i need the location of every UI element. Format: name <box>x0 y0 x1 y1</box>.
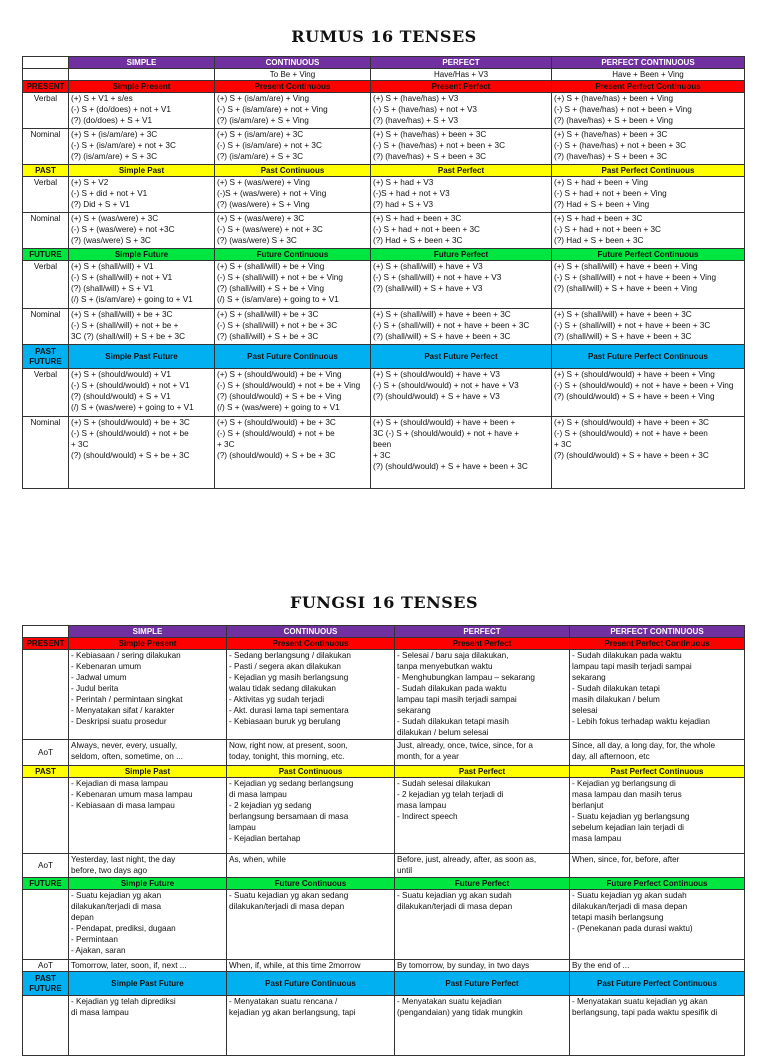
tense-name: Past Future Continuous <box>215 345 371 369</box>
tense-name: Simple Future <box>69 249 215 261</box>
function-cell: - Kejadian yg berlangsung di masa lampau dan masih terus berlanjut - Suatu kejadian yg berlangsung sebelum kejadian lain terjadi di masa lampau <box>570 778 745 854</box>
tense-name: Past Perfect Continuous <box>570 766 745 778</box>
tense-name: Present Continuous <box>215 81 371 93</box>
formula-cell: (+) S + had + been + 3C (-) S + had + not + been + 3C (?) Had + S + been + 3C <box>552 213 745 249</box>
adverb-of-time-cell: Just, already, once, twice, since, for a month, for a year <box>395 740 570 766</box>
tense-name: Past Future Perfect Continuous <box>570 972 745 996</box>
formula-cell: (+) S + (shall/will) + be + Ving (-) S + (shall/will) + not + be + Ving (?) (shall/will) + S + be + Ving (/) S + (is/am/are) + going to + V1 <box>215 261 371 309</box>
tense-name: Simple Past <box>69 766 227 778</box>
function-cell: - Kejadian yg sedang berlangsung di masa lampau - 2 kejadian yg sedang berlangsung bersamaan di masa lampau - Kejadian bertahap <box>227 778 395 854</box>
row-type-label: Verbal <box>23 261 69 309</box>
row-type-label: Nominal <box>23 309 69 345</box>
tense-name: Past Perfect Continuous <box>552 165 745 177</box>
adverb-of-time-cell: Before, just, already, after, as soon as, until <box>395 854 570 878</box>
rumus-title: RUMUS 16 TENSES <box>291 27 477 46</box>
formula-cell: (+) S + V2 (-) S + did + not + V1 (?) Did + S + V1 <box>69 177 215 213</box>
formula-cell: (+) S + (should/would) + V1 (-) S + (should/would) + not + V1 (?) (should/would) + S + V1 (/) S + (was/were) + going to + V1 <box>69 369 215 417</box>
column-header: PERFECT <box>395 626 570 638</box>
function-cell: - Menyatakan suatu rencana / kejadian yg akan berlangsung, tapi <box>227 996 395 1056</box>
formula-cell: (+) S + had + been + 3C (-) S + had + not + been + 3C (?) Had + S + been + 3C <box>371 213 552 249</box>
adverb-of-time-cell: Yesterday, last night, the day before, two days ago <box>69 854 227 878</box>
row-type-label: Verbal <box>23 93 69 129</box>
function-cell: - Menyatakan suatu kejadian yg akan berlangsung, tapi pada waktu spesifik di <box>570 996 745 1056</box>
adverb-of-time-cell: By the end of ... <box>570 960 745 972</box>
formula-subheader: Have/Has + V3 <box>371 69 552 81</box>
tense-group-label: FUTURE <box>23 249 69 261</box>
function-cell: - Suatu kejadian yg akan sudah dilakukan/terjadi di masa depan <box>395 890 570 960</box>
row-type-label: Nominal <box>23 213 69 249</box>
tense-group-label: PAST FUTURE <box>23 345 69 369</box>
formula-subheader: To Be + Ving <box>215 69 371 81</box>
formula-cell: (+) S + (should/would) + be + 3C (-) S + (should/would) + not + be + 3C (?) (should/would) + S + be + 3C <box>69 417 215 489</box>
aot-label: AoT <box>23 740 69 766</box>
adverb-of-time-cell: Since, all day, a long day, for, the whole day, all afternoon, etc <box>570 740 745 766</box>
function-cell: - Suatu kejadian yg akan dilakukan/terjadi di masa depan - Pendapat, prediksi, dugaan - Permintaan - Ajakan, saran <box>69 890 227 960</box>
tense-group-label: PRESENT <box>23 638 69 650</box>
tense-group-label: PAST FUTURE <box>23 972 69 996</box>
adverb-of-time-cell: When, since, for, before, after <box>570 854 745 878</box>
row-type-label: Verbal <box>23 369 69 417</box>
adverb-of-time-cell: Always, never, every, usually, seldom, often, sometime, on ... <box>69 740 227 766</box>
formula-cell: (+) S + (have/has) + been + 3C (-) S + (have/has) + not + been + 3C (?) (have/has) + S + been + 3C <box>552 129 745 165</box>
function-cell: - Sudah selesai dilakukan - 2 kejadian yg telah terjadi di masa lampau - Indirect speech <box>395 778 570 854</box>
tense-name: Future Perfect <box>395 878 570 890</box>
adverb-of-time-cell: When, if, while, at this time 2morrow <box>227 960 395 972</box>
tense-name: Present Perfect <box>371 81 552 93</box>
function-cell: - Suatu kejadian yg akan sedang dilakukan/terjadi di masa depan <box>227 890 395 960</box>
tense-name: Present Perfect Continuous <box>552 81 745 93</box>
formula-cell: (+) S + (should/would) + be + 3C (-) S + (should/would) + not + be + 3C (?) (should/would) + S + be + 3C <box>215 417 371 489</box>
row-label-empty <box>23 996 69 1056</box>
row-label-empty <box>23 778 69 854</box>
formula-cell: (+) S + had + V3 (-)S + had + not + V3 (?) had + S + V3 <box>371 177 552 213</box>
function-cell: - Suatu kejadian yg akan sudah dilakukan/terjadi di masa depan tetapi masih berlangsung - (Penekanan pada durasi waktu) <box>570 890 745 960</box>
formula-cell: (+) S + (have/has) + been + Ving (-) S + (have/has) + not + been + Ving (?) (have/has) + S + been + Ving <box>552 93 745 129</box>
formula-cell: (+) S + V1 + s/es (-) S + (do/does) + not + V1 (?) (do/does) + S + V1 <box>69 93 215 129</box>
formula-cell: (+) S + (have/has) + been + 3C (-) S + (have/has) + not + been + 3C (?) (have/has) + S + been + 3C <box>371 129 552 165</box>
tense-name: Simple Past <box>69 165 215 177</box>
formula-cell: (+) S + (should/would) + have + V3 (-) S + (should/would) + not + have + V3 (?) (should/would) + S + have + V3 <box>371 369 552 417</box>
rumus-table <box>22 56 745 489</box>
header-corner <box>23 626 69 638</box>
function-cell: - Kejadian yg telah diprediksi di masa lampau <box>69 996 227 1056</box>
function-cell: - Kejadian di masa lampau - Kebenaran umum masa lampau - Kebiasaan di masa lampau <box>69 778 227 854</box>
function-cell: - Selesai / baru saja dilakukan, tanpa menyebutkan waktu - Menghubungkan lampau – sekarang - Sudah dilakukan pada waktu lampau tapi masih terjadi sampai sekarang - Sudah dilakukan tetapi masih dilakukan / belum selesai <box>395 650 570 740</box>
formula-cell: (+) S + (shall/will) + have + V3 (-) S + (shall/will) + not + have + V3 (?) (shall/will) + S + have + V3 <box>371 261 552 309</box>
tense-name: Simple Past Future <box>69 345 215 369</box>
tense-name: Future Perfect Continuous <box>552 249 745 261</box>
formula-cell: (+) S + (have/has) + V3 (-) S + (have/has) + not + V3 (?) (have/has) + S + V3 <box>371 93 552 129</box>
formula-cell: (+) S + (shall/will) + have + been + 3C (-) S + (shall/will) + not + have + been + 3C (?) (shall/will) + S + have + been + 3C <box>552 309 745 345</box>
function-cell: - Kebiasaan / sering dilakukan - Kebenaran umum - Jadwal umum - Judul berita - Perintah / permintaan singkat - Menyatakan sifat / karakter - Deskripsi suatu prosedur <box>69 650 227 740</box>
formula-cell: (+) S + had + been + Ving (-) S + had + not + been + Ving (?) Had + S + been + Ving <box>552 177 745 213</box>
formula-cell: (+) S + (shall/will) + be + 3C (-) S + (shall/will) + not + be + 3C (?) (shall/will) + S + be + 3C <box>69 309 215 345</box>
function-cell: - Sudah dilakukan pada waktu lampau tapi masih terjadi sampai sekarang - Sudah dilakukan tetapi masih dilakukan / belum selesai - Lebih fokus terhadap waktu kejadian <box>570 650 745 740</box>
tense-name: Past Perfect <box>371 165 552 177</box>
fungsi-title: FUNGSI 16 TENSES <box>289 593 479 612</box>
aot-label: AoT <box>23 960 69 972</box>
tense-name: Past Future Perfect <box>371 345 552 369</box>
adverb-of-time-cell: By tomorrow, by sunday, in two days <box>395 960 570 972</box>
tense-name: Present Perfect <box>395 638 570 650</box>
row-label-empty <box>23 890 69 960</box>
tense-group-label: FUTURE <box>23 878 69 890</box>
tense-name: Present Perfect Continuous <box>570 638 745 650</box>
tense-group-label: PRESENT <box>23 81 69 93</box>
column-header: CONTINUOUS <box>227 626 395 638</box>
formula-cell: (+) S + (should/would) + have + been + 3C (-) S + (should/would) + not + have + been + 3C (?) (should/would) + S + have + been + 3C <box>552 417 745 489</box>
formula-cell: (+) S + (was/were) + 3C (-) S + (was/were) + not + 3C (?) (was/were) S + 3C <box>215 213 371 249</box>
formula-cell: (+) S + (should/would) + have + been + Ving (-) S + (should/would) + not + have + been + Ving (?) (should/would) + S + have + been + Ving <box>552 369 745 417</box>
formula-cell: (+) S + (shall/will) + be + 3C (-) S + (shall/will) + not + be + 3C (?) (shall/will) + S + be + 3C <box>215 309 371 345</box>
formula-subheader: Have + Been + Ving <box>552 69 745 81</box>
tense-name: Present Continuous <box>227 638 395 650</box>
adverb-of-time-cell: Tomorrow, later, soon, if, next ... <box>69 960 227 972</box>
formula-cell: (+) S + (is/am/are) + Ving (-) S + (is/am/are) + not + Ving (?) (is/am/are) + S + Ving <box>215 93 371 129</box>
fungsi-table <box>22 625 745 1056</box>
formula-cell: (+) S + (should/would) + have + been + 3C (-) S + (should/would) + not + have + been + 3C (?) (should/would) + S + have + been + 3C <box>371 417 552 489</box>
tense-group-label: PAST <box>23 165 69 177</box>
column-header: CONTINUOUS <box>215 57 371 69</box>
tense-name: Past Future Continuous <box>227 972 395 996</box>
formula-cell: (+) S + (was/were) + 3C (-) S + (was/were) + not +3C (?) (was/were) S + 3C <box>69 213 215 249</box>
function-cell: - Menyatakan suatu kejadian (pengandaian) yang tidak mungkin <box>395 996 570 1056</box>
tense-name: Future Continuous <box>227 878 395 890</box>
formula-subheader <box>69 69 215 81</box>
column-header: SIMPLE <box>69 57 215 69</box>
column-header: SIMPLE <box>69 626 227 638</box>
adverb-of-time-cell: As, when, while <box>227 854 395 878</box>
column-header: PERFECT CONTINUOUS <box>552 57 745 69</box>
function-cell: - Sedang berlangsung / dilakukan - Pasti / segera akan dilakukan - Kejadian yg masih berlangsung walau tidak sedang dilakukan - Aktivitas yg sudah terjadi - Akt. durasi lama tapi sementara - Kebiasaan buruk yg berulang <box>227 650 395 740</box>
tense-name: Future Continuous <box>215 249 371 261</box>
formula-cell: (+) S + (shall/will) + V1 (-) S + (shall/will) + not + V1 (?) (shall/will) + S + V1 (/) S + (is/am/are) + going to + V1 <box>69 261 215 309</box>
tense-name: Simple Present <box>69 81 215 93</box>
tense-name: Future Perfect <box>371 249 552 261</box>
tense-name: Past Continuous <box>215 165 371 177</box>
column-header: PERFECT <box>371 57 552 69</box>
tense-name: Past Future Perfect <box>395 972 570 996</box>
formula-cell: (+) S + (was/were) + Ving (-)S + (was/were) + not + Ving (?) (was/were) + S + Ving <box>215 177 371 213</box>
tense-name: Simple Present <box>69 638 227 650</box>
formula-cell: (+) S + (shall/will) + have + been + Ving (-) S + (shall/will) + not + have + been + Ving (?) (shall/will) + S + have + been + Ving <box>552 261 745 309</box>
formula-cell: (+) S + (shall/will) + have + been + 3C (-) S + (shall/will) + not + have + been + 3C (?) (shall/will) + S + have + been + 3C <box>371 309 552 345</box>
tense-name: Future Perfect Continuous <box>570 878 745 890</box>
row-type-label: Nominal <box>23 129 69 165</box>
aot-label: AoT <box>23 854 69 878</box>
column-header: PERFECT CONTINUOUS <box>570 626 745 638</box>
tense-name: Simple Future <box>69 878 227 890</box>
tense-name: Past Perfect <box>395 766 570 778</box>
formula-cell: (+) S + (is/am/are) + 3C (-) S + (is/am/are) + not + 3C (?) (is/am/are) + S + 3C <box>69 129 215 165</box>
row-type-label: Nominal <box>23 417 69 489</box>
header-corner <box>23 57 69 69</box>
tense-name: Past Future Perfect Continuous <box>552 345 745 369</box>
tense-group-label: PAST <box>23 766 69 778</box>
subheader-corner <box>23 69 69 81</box>
tense-name: Past Continuous <box>227 766 395 778</box>
formula-cell: (+) S + (is/am/are) + 3C (-) S + (is/am/are) + not + 3C (?) (is/am/are) + S + 3C <box>215 129 371 165</box>
adverb-of-time-cell: Now, right now, at present, soon, today, tonight, this morning, etc. <box>227 740 395 766</box>
row-label-empty <box>23 650 69 740</box>
row-type-label: Verbal <box>23 177 69 213</box>
tense-name: Simple Past Future <box>69 972 227 996</box>
formula-cell: (+) S + (should/would) + be + Ving (-) S + (should/would) + not + be + Ving (?) (should/would) + S + be + Ving (/) S + (was/were) + going to + V1 <box>215 369 371 417</box>
